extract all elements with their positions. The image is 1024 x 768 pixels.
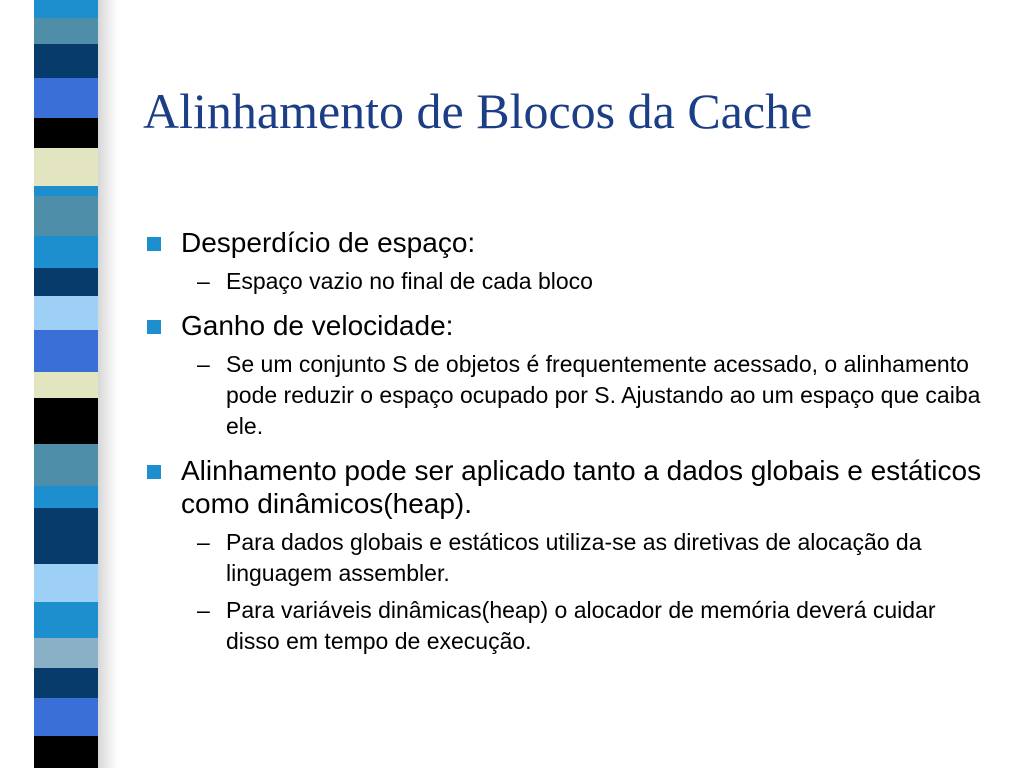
stripe-band [34,602,98,638]
decorative-stripe-bar [0,0,118,768]
stripe-band [34,444,98,486]
bullet-item [140,454,990,520]
stripe-band [34,638,98,668]
stripe-band [34,330,98,372]
stripe-band [34,148,98,186]
bullet-item [140,226,990,259]
sub-bullet-text: Espaço vazio no final de cada bloco [226,268,593,294]
stripe-band [34,508,98,564]
square-bullet-icon [147,320,161,334]
square-bullet-icon [147,237,161,251]
stripe-band [34,44,98,78]
stripe-band [34,268,98,296]
bullet-text: Desperdício de espaço: [181,227,476,258]
stripe-band [34,236,98,268]
bullet-item [140,309,990,342]
sub-bullet-item [140,349,990,442]
stripe-band [34,398,98,444]
sub-bullet-item [140,527,990,589]
sub-bullet-item [140,595,990,657]
dash-bullet-icon: – [197,597,210,623]
dash-bullet-icon: – [197,529,210,555]
bullet-text: Ganho de velocidade: [181,310,454,341]
sub-bullet-text: Para dados globais e estáticos utiliza-se as diretivas de alocação da linguagem assembler. [226,529,922,586]
square-bullet-icon [147,465,161,479]
dash-bullet-icon: – [197,351,210,377]
slide-title: Alinhamento de Blocos da Cache [143,83,813,139]
dash-bullet-icon: – [197,268,210,294]
slide-content [140,226,990,663]
sub-bullet-text: Se um conjunto S de objetos é frequentemente acessado, o alinhamento pode reduzir o espaço ocupado por S. Ajustando ao um espaço que caiba ele. [226,351,981,439]
stripe-band [34,668,98,698]
stripe-band [34,18,98,44]
stripe-band [34,372,98,398]
stripe-band [34,486,98,508]
stripe-band [34,698,98,736]
stripe-band [34,296,98,330]
stripe-band [34,196,98,236]
sub-bullet-item [140,266,990,297]
stripe-band [34,186,98,196]
stripe-band [34,0,98,18]
bullet-text: Alinhamento pode ser aplicado tanto a dados globais e estáticos como dinâmicos(heap). [181,455,982,519]
sub-bullet-text: Para variáveis dinâmicas(heap) o alocador de memória deverá cuidar disso em tempo de execução. [226,597,936,654]
stripe-band [34,736,98,768]
stripe-band [34,78,98,118]
stripe-band [34,118,98,148]
stripe-band [34,564,98,602]
